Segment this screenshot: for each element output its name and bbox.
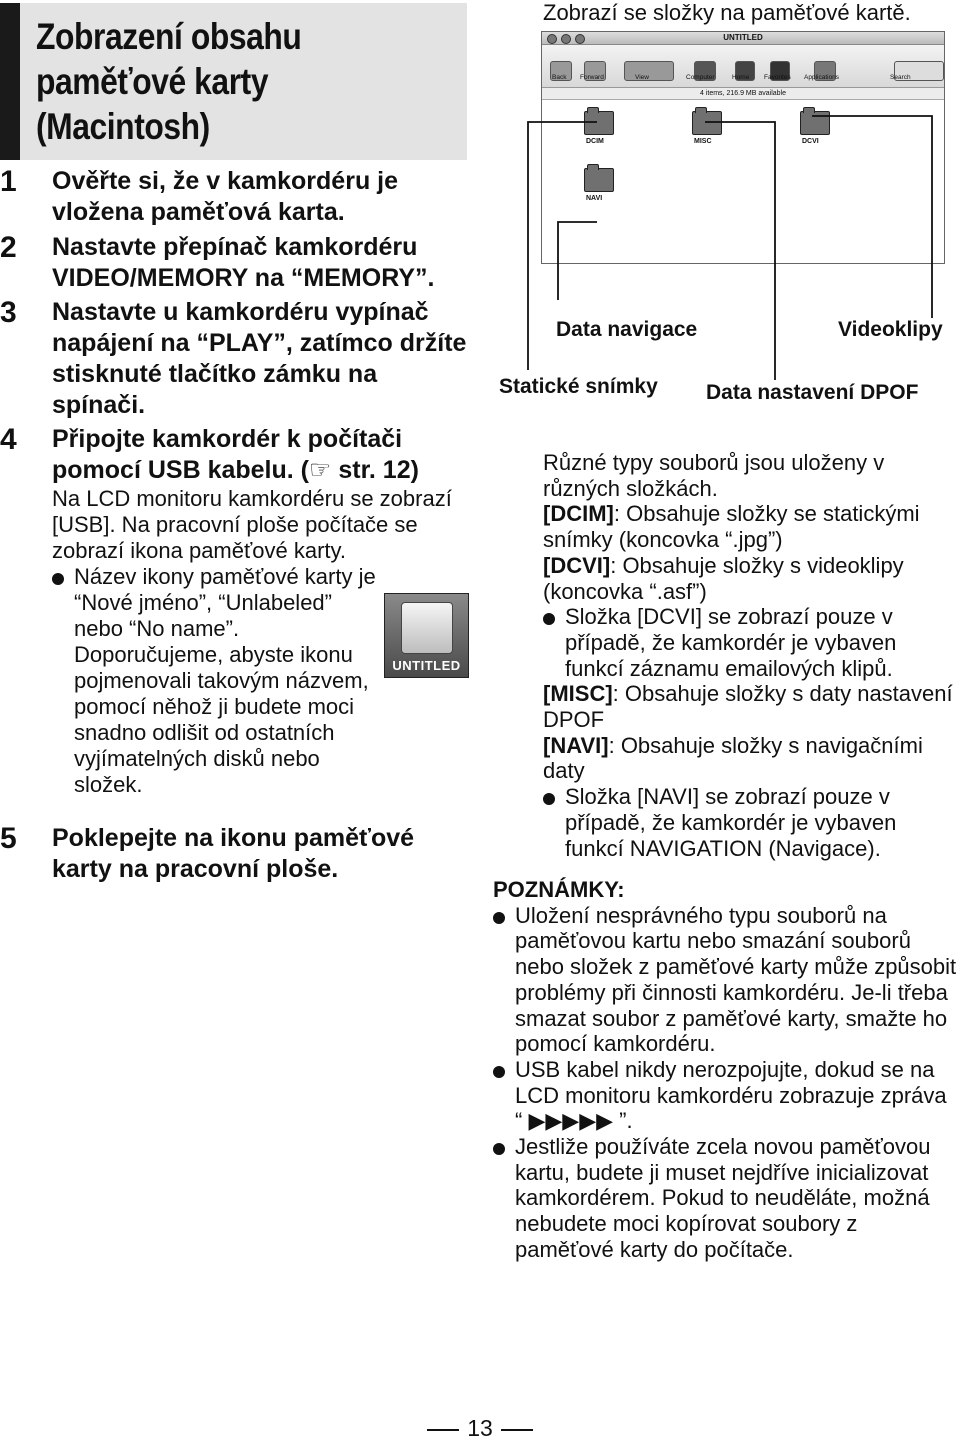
step-text: Nastavte u kamkordéru vypínač napájení na “PLAY”, zatímco držíte stisknuté tlačítko zámku na spínači.	[52, 298, 467, 419]
desc-dcvi: [DCVI]: Obsahuje složky s videoklipy (koncovka “.asf”)	[543, 552, 904, 604]
step-text: Poklepejte na ikonu paměťové karty na pracovní ploše.	[52, 824, 415, 883]
step-number: 4	[0, 423, 17, 456]
desc-misc: [MISC]: Obsahuje složky s daty nastavení DPOF	[543, 681, 953, 733]
page-title: Zobrazení obsahu paměťové karty (Macintosh)	[36, 16, 302, 147]
label-staticke-snimky: Statické snímky	[499, 375, 658, 398]
note-item: Jestliže používáte zcela novou paměťovou kartu, budete ji muset nejdříve inicializovat kamkordérem. Pokud to neuděláte, možná nebudete moci kopírovat soubory z paměťové karty do počítače.	[493, 1134, 958, 1263]
step-number: 5	[0, 822, 17, 855]
step-4-main: Připojte kamkordér k počítači pomocí USB kabelu. (☞ str. 12)	[52, 425, 419, 484]
finder-window-title: UNTITLED	[723, 33, 763, 42]
toolbar-label: View	[635, 74, 649, 81]
desc-navi-note: Složka [NAVI] se zobrazí pouze v případě, že kamkordér je vybaven funkcí NAVIGATION (Navigace).	[543, 784, 958, 861]
notes-section	[493, 877, 958, 1263]
folder-label-dcim: DCIM	[586, 138, 604, 145]
drive-body	[401, 602, 453, 654]
page-number: 13	[467, 1415, 493, 1441]
line-navi	[558, 222, 597, 300]
toolbar-label: Back	[552, 74, 567, 81]
desc-navi: [NAVI]: Obsahuje složky s navigačními daty	[543, 732, 923, 784]
bullet-dot	[543, 613, 555, 625]
step-4-sub: Na LCD monitoru kamkordéru se zobrazí [USB]. Na pracovní ploše počítače se zobrazí ikona paměťové karty.	[52, 486, 452, 563]
line-misc	[705, 122, 775, 380]
line-dcvi	[812, 116, 932, 318]
finder-status: 4 items, 216.9 MB available	[542, 88, 944, 100]
step-4-bullet	[52, 564, 384, 798]
desc-dcim: [DCIM]: Obsahuje složky se statickými snímky (koncovka “.jpg”)	[543, 501, 920, 553]
toolbar-label: Forward	[580, 74, 604, 81]
toolbar-label: Favorites	[764, 74, 791, 81]
step-text: Nastavte přepínač kamkordéru VIDEO/MEMORY na “MEMORY”.	[52, 233, 435, 292]
folder-label-navi: NAVI	[586, 195, 603, 202]
toolbar-label: Applications	[804, 74, 840, 81]
step-text: Ověřte si, že v kamkordéru je vložena paměťová karta.	[52, 167, 399, 226]
intro-text: Různé typy souborů jsou uloženy v různých složkách.	[543, 450, 885, 501]
memory-card-drive-icon	[384, 593, 469, 678]
bullet-dot	[52, 573, 64, 585]
note-item: USB kabel nikdy nerozpojujte, dokud se na LCD monitoru kamkordéru zobrazuje zpráva “ ▶▶▶▶▶ ”.	[493, 1057, 958, 1134]
folder-description	[543, 450, 958, 861]
step-number: 1	[0, 165, 17, 198]
note-item: Uložení nesprávného typu souborů na paměťovou kartu nebo smazání souborů nebo složek z paměťové karty může způsobit problémy při činnosti kamkordéru. Je-li třeba smazat soubor z paměťové karty, smažte ho pomocí kamkordéru.	[493, 903, 958, 1057]
label-dpof: Data nastavení DPOF	[706, 381, 919, 404]
drive-icon-label: UNTITLED	[392, 658, 461, 673]
step-number: 3	[0, 296, 17, 329]
callout-lines	[0, 0, 960, 420]
notes-heading: POZNÁMKY:	[493, 877, 625, 902]
toolbar-label: Home	[732, 74, 750, 81]
toolbar-label: Computer	[686, 74, 715, 81]
step-4-bullet-text: Název ikony paměťové karty je “Nové jméno”, “Unlabeled” nebo “No name”. Doporučujeme, abyste ikonu pojmenovali takovým názvem, pomocí něhož ji budete moci snadno odlišit od ostatních vyjímatelných disků nebo složek.	[74, 564, 376, 797]
screenshot-caption: Zobrazí se složky na paměťové kartě.	[543, 0, 911, 25]
folder-label-dcvi: DCVI	[802, 138, 819, 145]
bullet-dot	[543, 793, 555, 805]
desc-dcvi-note: Složka [DCVI] se zobrazí pouze v případě, že kamkordér je vybaven funkcí záznamu emailových klipů.	[543, 604, 958, 681]
page-dash-left	[427, 1429, 459, 1431]
toolbar-label: Search	[890, 74, 911, 81]
folder-label-misc: MISC	[694, 138, 712, 145]
bullet-dot	[493, 912, 505, 924]
page-number-row	[0, 1415, 960, 1442]
step-number: 2	[0, 231, 17, 264]
label-videoklipy: Videoklipy	[838, 318, 943, 341]
bullet-dot	[493, 1143, 505, 1155]
page-dash-right	[501, 1429, 533, 1431]
label-data-navigace: Data navigace	[556, 318, 698, 341]
bullet-dot	[493, 1066, 505, 1078]
